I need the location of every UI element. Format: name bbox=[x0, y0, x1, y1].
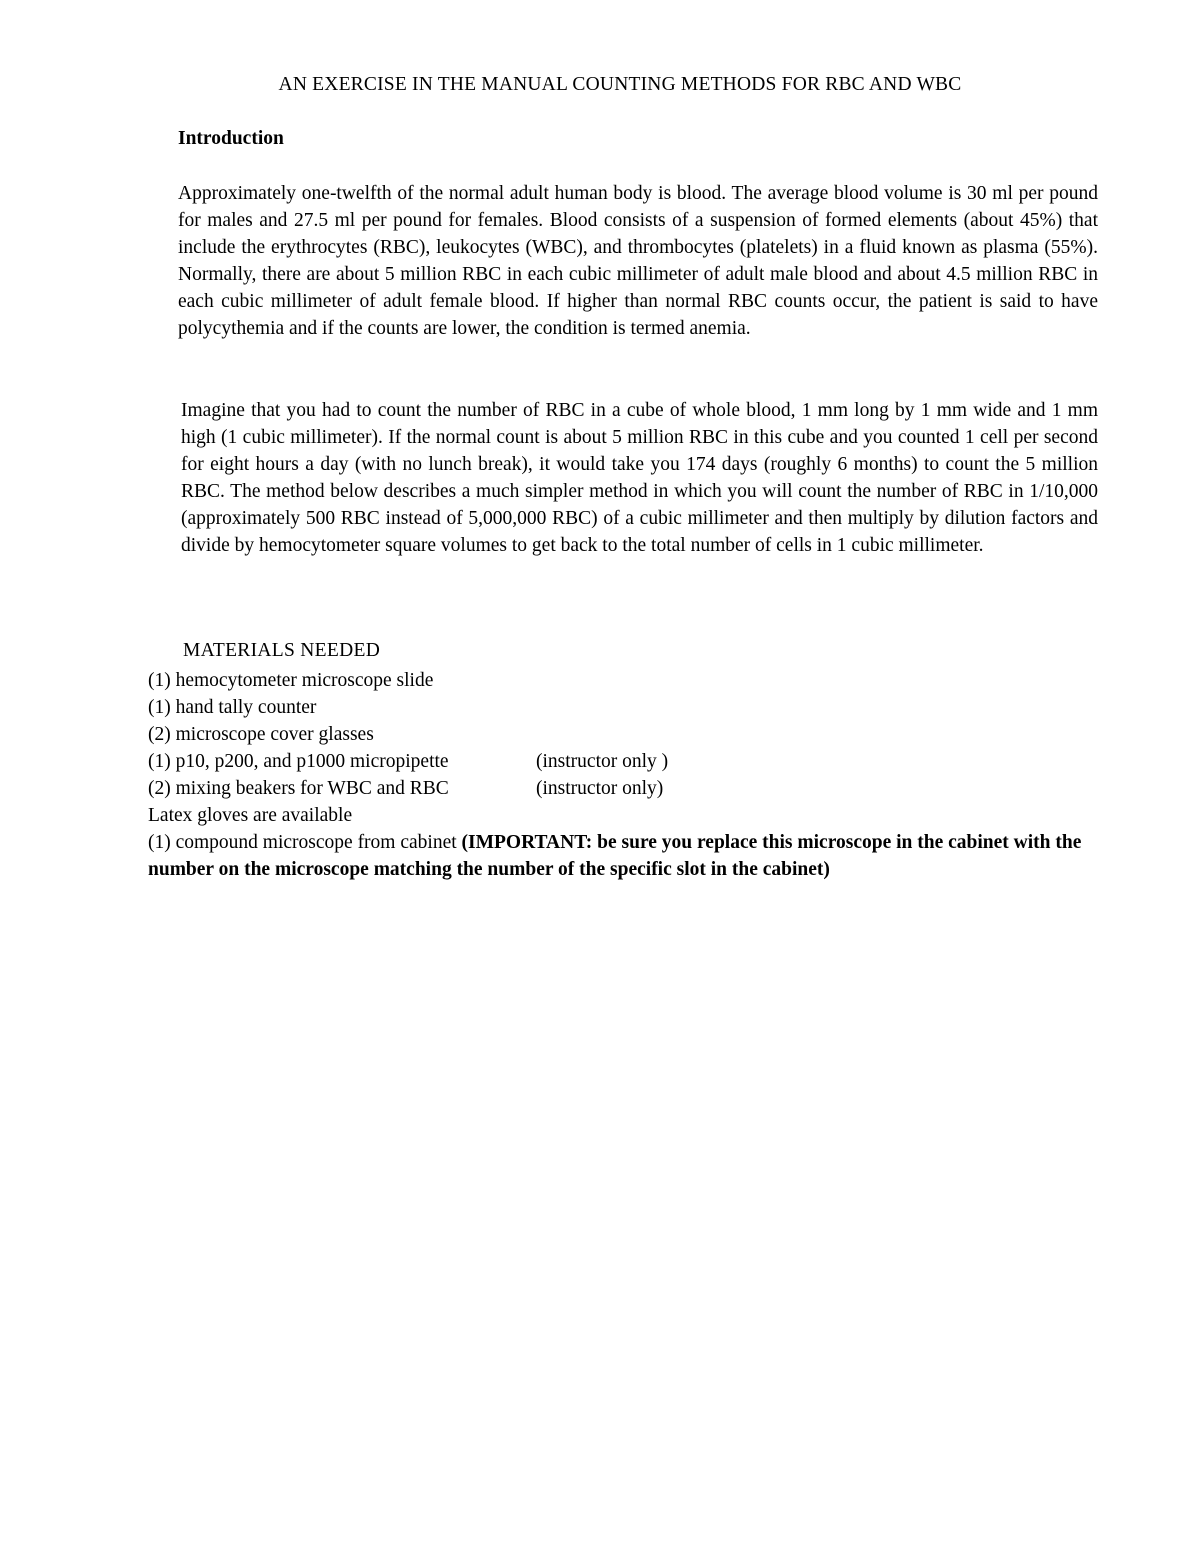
introduction-heading: Introduction bbox=[178, 128, 284, 149]
list-item bbox=[148, 694, 1098, 721]
materials-heading: MATERIALS NEEDED bbox=[183, 640, 381, 661]
document-title: AN EXERCISE IN THE MANUAL COUNTING METHODS FOR RBC AND WBC bbox=[278, 74, 962, 95]
material-item-text: Latex gloves are available bbox=[148, 805, 353, 826]
introduction-paragraph-1: Approximately one-twelfth of the normal adult human body is blood. The average blood volume is 30 ml per pound for males and 27.5 ml per pound for females. Blood consists of a suspension of formed elements (about 45%) that include the erythrocytes (RBC), leukocytes (WBC), and thrombocytes (platelets) in a fluid known as plasma (55%). Normally, there are about 5 million RBC in each cubic millimeter of adult male blood and about 4.5 million RBC in each cubic millimeter of adult female blood. If higher than normal RBC counts occur, the patient is said to have polycythemia and if the counts are lower, the condition is termed anemia. bbox=[178, 183, 1098, 339]
material-item-note: (instructor only) bbox=[536, 778, 664, 799]
material-item-text: (1) hemocytometer microscope slide bbox=[148, 670, 434, 691]
material-item-text: (1) compound microscope from cabinet bbox=[148, 832, 462, 853]
material-item-text: (1) p10, p200, and p1000 micropipette bbox=[148, 751, 449, 772]
list-item bbox=[148, 775, 1098, 802]
material-item-text: (2) microscope cover glasses bbox=[148, 724, 374, 745]
list-item bbox=[148, 667, 1098, 694]
introduction-paragraph-2: Imagine that you had to count the number of RBC in a cube of whole blood, 1 mm long by 1 mm wide and 1 mm high (1 cubic millimeter). If the normal count is about 5 million RBC in this cube and you counted 1 cell per second for eight hours a day (with no lunch break), it would take you 174 days (roughly 6 months) to count the 5 million RBC. The method below describes a much simpler method in which you will count the number of RBC in 1/10,000 (approximately 500 RBC instead of 5,000,000 RBC) of a cubic millimeter and then multiply by dilution factors and divide by hemocytometer square volumes to get back to the total number of cells in 1 cubic millimeter. bbox=[181, 400, 1098, 556]
list-item bbox=[148, 748, 1098, 775]
list-item bbox=[148, 802, 1098, 829]
material-item-note: (instructor only ) bbox=[536, 751, 669, 772]
material-item-text: (1) hand tally counter bbox=[148, 697, 317, 718]
materials-list bbox=[148, 667, 1098, 883]
material-item-text: (2) mixing beakers for WBC and RBC bbox=[148, 778, 449, 799]
important-note: (IMPORTANT: be sure you replace this microscope in the cabinet with the number on the microscope matching the number of the specific slot in the cabinet) bbox=[148, 832, 1082, 880]
list-item bbox=[148, 829, 1098, 883]
list-item bbox=[148, 721, 1098, 748]
